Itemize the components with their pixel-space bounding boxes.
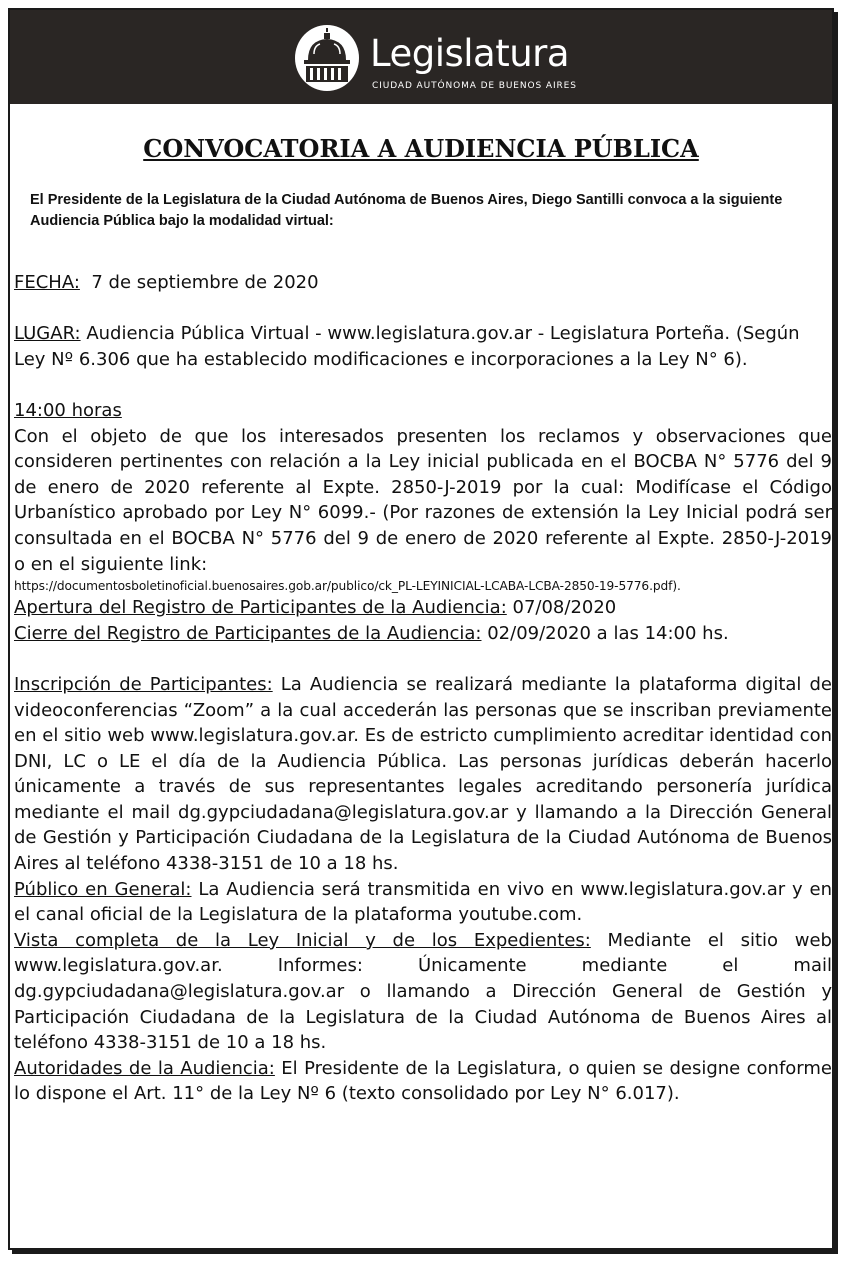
- fecha-line: [14, 270, 832, 296]
- intro-paragraph: El Presidente de la Legislatura de la Ciudad Autónoma de Buenos Aires, Diego Santilli convoca a la siguiente Audiencia Pública bajo la modalidad virtual:: [30, 192, 783, 229]
- cierre-value: 02/09/2020 a las 14:00 hs.: [487, 622, 729, 644]
- autoridades-label: Autoridades de la Audiencia:: [14, 1057, 275, 1079]
- notice-body: [14, 270, 832, 1107]
- lugar-label: LUGAR:: [14, 323, 81, 345]
- hora-line: 14:00 horas: [14, 399, 122, 421]
- publico-label: Público en General:: [14, 878, 192, 900]
- brand-name: Legislatura: [370, 32, 570, 75]
- apertura-line: [14, 595, 832, 621]
- inscripcion-value: La Audiencia se realizará mediante la plataforma digital de videoconferencias “Zoom” a la cual accederán las personas que se inscriban previamente en el sitio web www.legislatura.gov.ar. Es de estricto cumplimiento acreditar identidad con DNI, LC o LE el día de la Audiencia Pública. Las personas jurídicas deberán hacerlo únicamente a través de sus representantes legales acreditando personería jurídica mediante el mail dg.gypciudadana@legislatura.gov.ar y llamando a la Dirección General de Gestión y Participación Ciudadana de la Legislatura de la Ciudad Autónoma de Buenos Aires al teléfono 4338-3151 de 10 a 18 hs.: [14, 673, 832, 875]
- notice-frame: [8, 8, 834, 1250]
- apertura-value: 07/08/2020: [512, 597, 617, 619]
- inscripcion-label: Inscripción de Participantes:: [14, 673, 273, 695]
- publico-value: La Audiencia será transmitida en vivo en www.legislatura.gov.ar y en el canal oficial de la Legislatura de la plataforma youtube.com.: [14, 878, 832, 926]
- vista-label: Vista completa de la Ley Inicial y de los Expedientes:: [14, 929, 591, 951]
- lugar-value: Audiencia Pública Virtual - www.legislatura.gov.ar - Legislatura Porteña. (Según Ley Nº 6.306 que ha establecido modificaciones e incorporaciones a la Ley N° 6).: [14, 323, 800, 370]
- ley-inicial-link[interactable]: https://documentosboletinoficial.buenosaires.gob.ar/publico/ck_PL-LEYINICIAL-LCABA-LCBA-2850-19-5776.pdf).: [14, 579, 681, 594]
- fecha-value: 7 de septiembre de 2020: [91, 272, 319, 293]
- objeto-paragraph: Con el objeto de que los interesados presenten los reclamos y observaciones que consideren pertinentes con relación a la Ley inicial publicada en el BOCBA N° 5776 del 9 de enero de 2020 referente al Expte. 2850-J-2019 por la cual: Modifícase el Código Urbanístico aprobado por Ley N° 6099.- (Por razones de extensión la Ley Inicial podrá ser consultada en el BOCBA N° 5776 del 9 de enero de 2020 referente al Expte. 2850-J-2019 o en el siguiente link:: [14, 425, 832, 575]
- autoridades-value: El Presidente de la Legislatura, o quien se designe conforme lo dispone el Art. 11° de la Ley Nº 6 (texto consolidado por Ley N° 6.017).: [14, 1057, 832, 1105]
- cierre-line: [14, 621, 832, 647]
- page-title: CONVOCATORIA A AUDIENCIA PÚBLICA: [143, 134, 699, 163]
- fecha-label: FECHA:: [14, 272, 80, 293]
- dome-icon: [294, 24, 360, 92]
- vista-paragraph: [14, 928, 832, 1056]
- lugar-line: [14, 321, 832, 372]
- autoridades-paragraph: [14, 1056, 832, 1107]
- vista-value: Mediante el sitio web www.legislatura.gov.ar. Informes: Únicamente mediante el mail dg.gypciudadana@legislatura.gov.ar o llamando a Dirección General de Gestión y Participación Ciudadana de la Legislatura de la Ciudad Autónoma de Buenos Aires al teléfono 4338-3151 de 10 a 18 hs.: [14, 929, 832, 1054]
- publico-paragraph: [14, 877, 832, 928]
- brand-subtitle: CIUDAD AUTÓNOMA DE BUENOS AIRES: [372, 81, 577, 91]
- header-banner: [10, 10, 832, 104]
- apertura-label: Apertura del Registro de Participantes de la Audiencia:: [14, 597, 507, 619]
- inscripcion-paragraph: [14, 672, 832, 877]
- cierre-label: Cierre del Registro de Participantes de la Audiencia:: [14, 622, 482, 644]
